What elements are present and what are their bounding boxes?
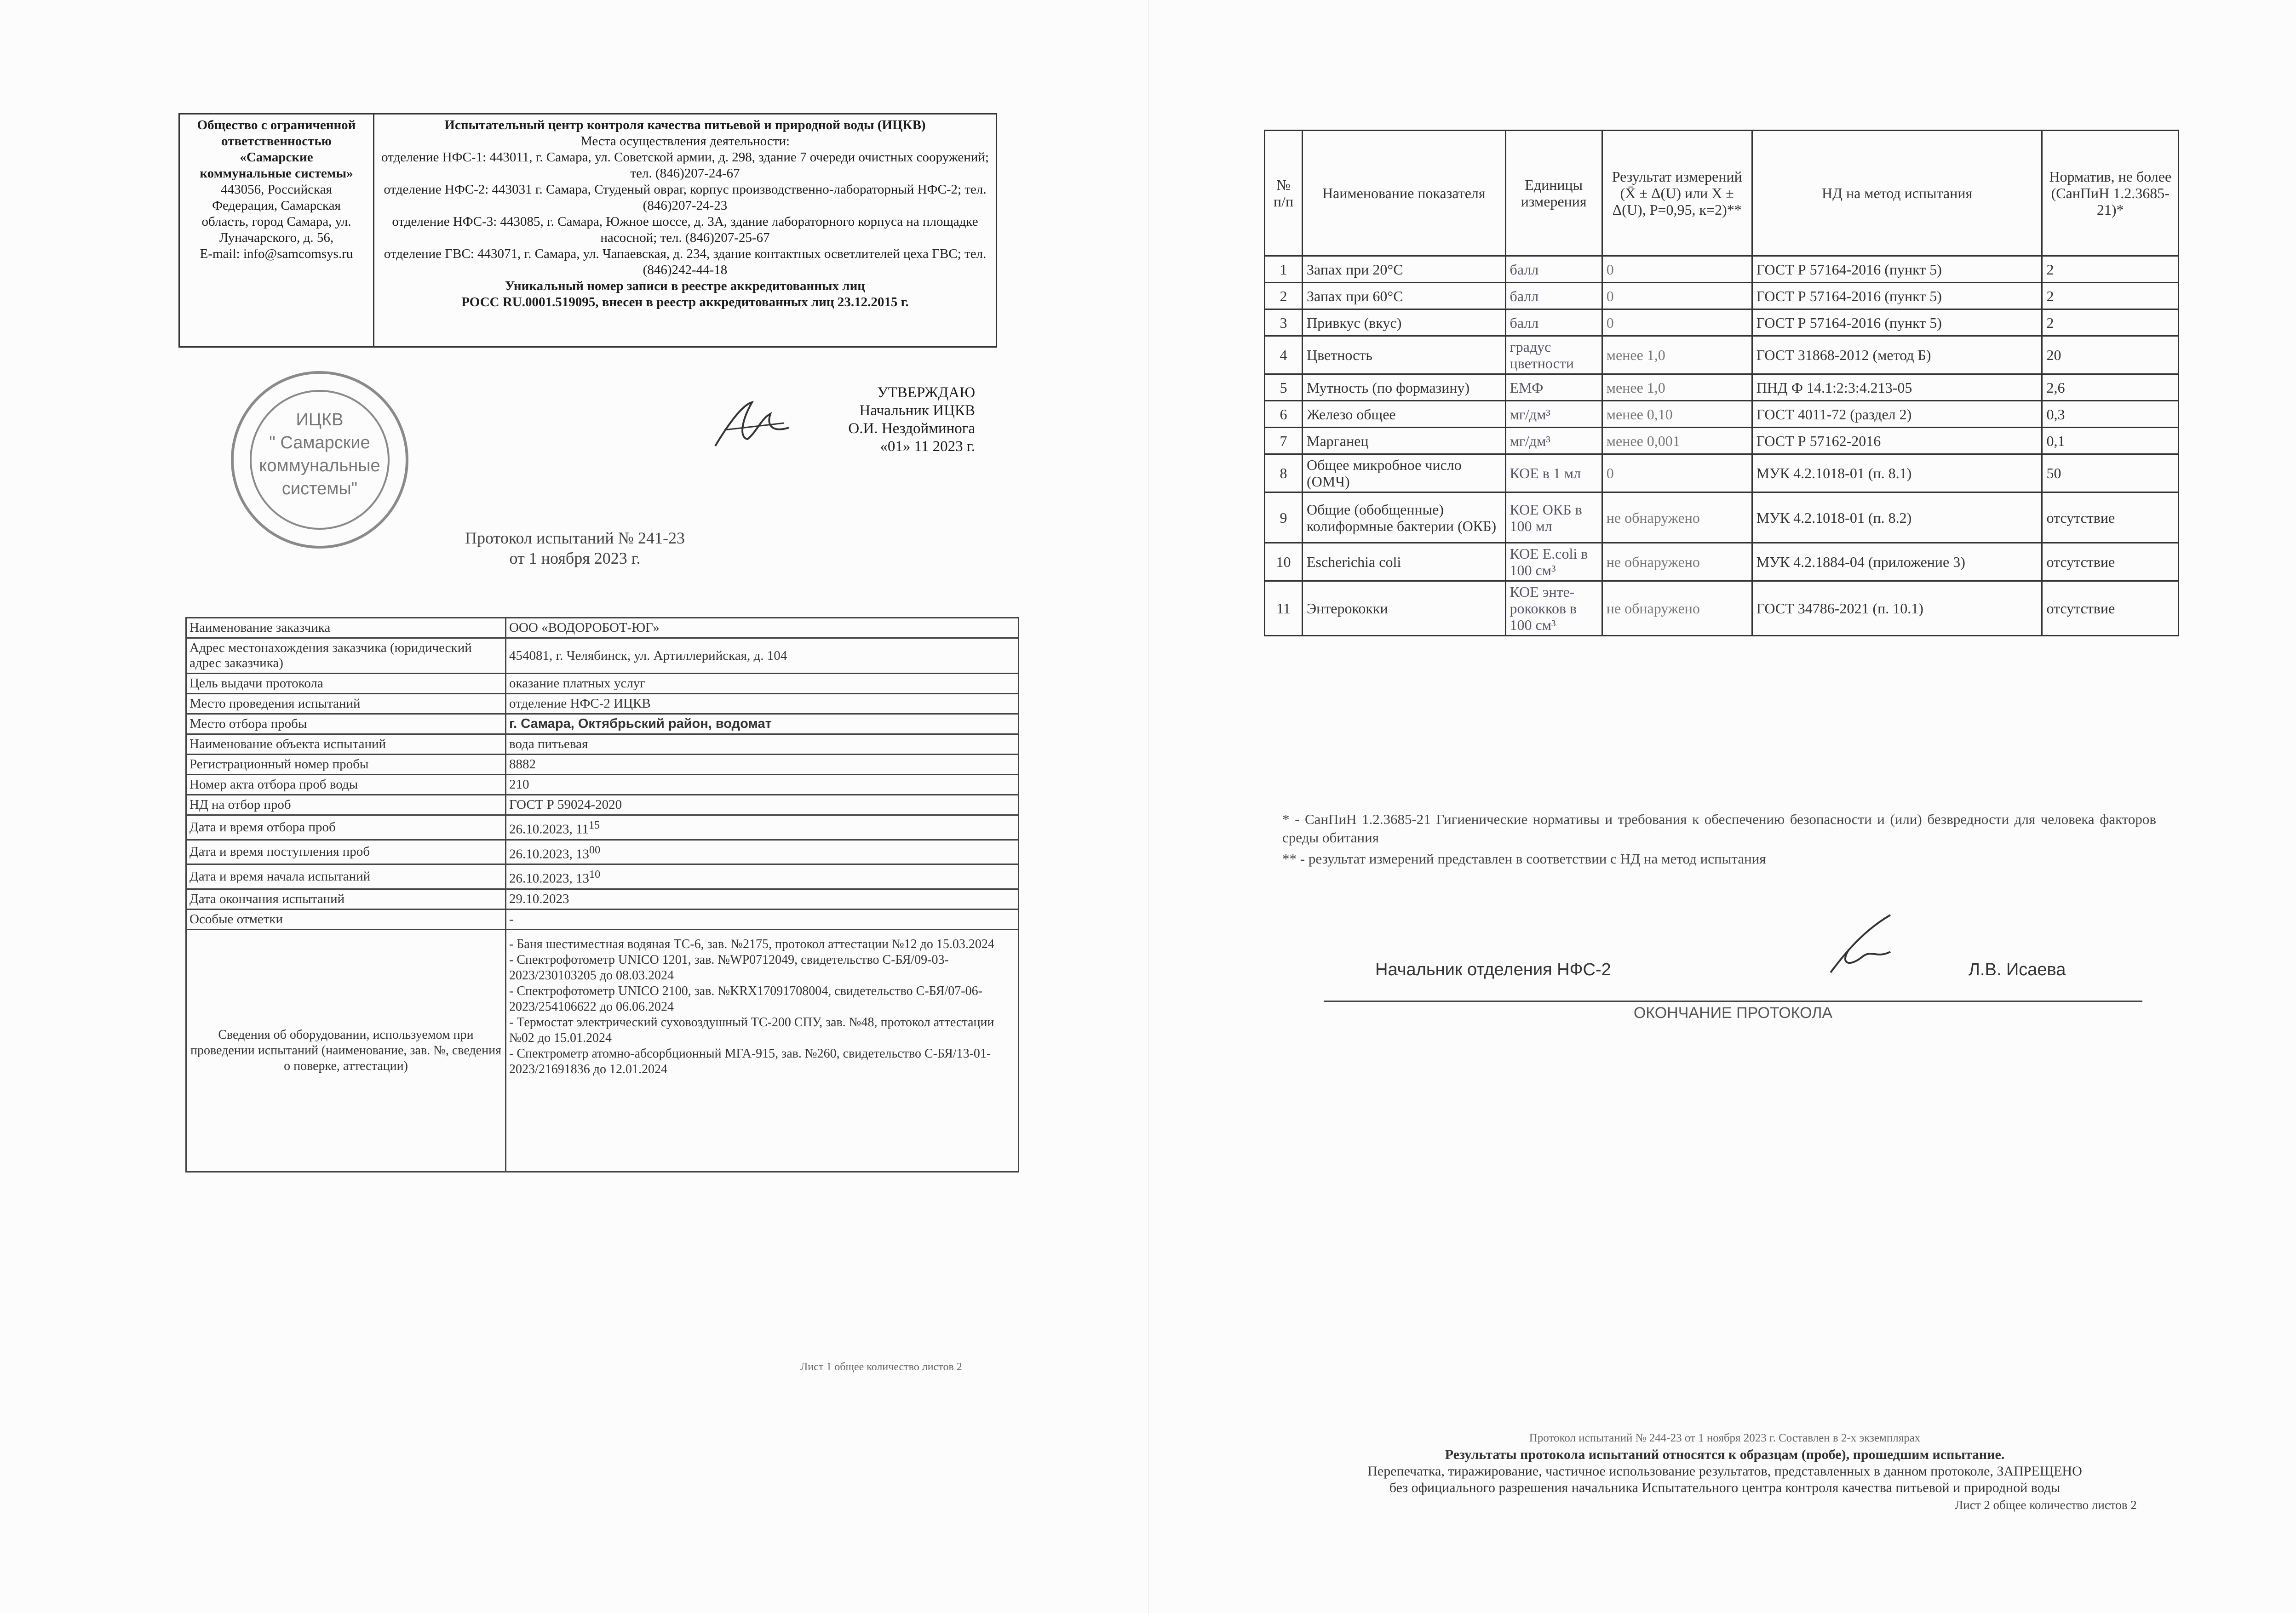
row-number: 3 — [1265, 309, 1303, 336]
sample-info-table — [185, 617, 1019, 1173]
info-value — [506, 755, 1019, 775]
unit-cell: мг/дм³ — [1505, 401, 1602, 428]
department-nfs3: отделение НФС-3: 443085, г. Самара, Южное шоссе, д. 3А, здание лабораторного корпуса на площадке насосной; тел. (846)207-25-67 — [392, 214, 978, 245]
info-label: Наименование заказчика — [186, 618, 506, 638]
equipment-item: - Баня шестиместная водяная ТС-6, зав. №2175, протокол аттестации №12 до 15.03.2024 — [509, 937, 994, 951]
method-cell: ГОСТ 4011-72 (раздел 2) — [1752, 401, 2042, 428]
result-row — [1265, 581, 2179, 636]
department-nfs2: отделение НФС-2: 443031 г. Самара, Студеный овраг, корпус производственно-лабораторный НФС-2; тел. (846)207-24-23 — [384, 182, 987, 213]
unit-cell: мг/дм³ — [1505, 428, 1602, 454]
info-value-text: г. Самара, Октябрьский район, водомат — [509, 716, 772, 731]
unit-cell: КОЕ E.coli в 100 см³ — [1505, 543, 1602, 581]
info-value-text: ООО «ВОДОРОБОТ-ЮГ» — [509, 620, 660, 635]
footnote-result: ** - результат измерений представлен в соответствии с НД на метод испытания — [1282, 851, 1766, 867]
places-label: Места осуществления деятельности: — [580, 134, 790, 149]
info-label: Особые отметки — [186, 909, 506, 929]
info-label: НД на отбор проб — [186, 795, 506, 815]
info-value — [506, 638, 1019, 674]
equipment-item: - Спектрометр атомно-абсорбционный МГА-915, зав. №260, свидетельство С-БЯ/13-01-2023/21691836 до 12.01.2024 — [509, 1046, 991, 1076]
row-number: 6 — [1265, 401, 1303, 428]
info-row — [186, 755, 1019, 775]
indicator-name: Марганец — [1303, 428, 1506, 454]
row-number: 5 — [1265, 374, 1303, 401]
indicator-name: Escherichia coli — [1303, 543, 1506, 581]
row-number: 10 — [1265, 543, 1303, 581]
result-value: не обнаружено — [1602, 492, 1752, 543]
info-value — [506, 815, 1019, 840]
approve-title: УТВЕРЖДАЮ — [877, 384, 975, 401]
test-center-title: Испытательный центр контроля качества питьевой и природной воды (ИЦКВ) — [444, 118, 926, 132]
method-cell: ПНД Ф 14.1:2:3:4.213-05 — [1752, 374, 2042, 401]
method-cell: МУК 4.2.1884-04 (приложение 3) — [1752, 543, 2042, 581]
norm-value: 2 — [2042, 256, 2179, 283]
info-row — [186, 815, 1019, 840]
norm-value: отсутствие — [2042, 492, 2179, 543]
info-value — [506, 775, 1019, 795]
results-table — [1264, 130, 2179, 636]
indicator-name: Общие (обобщенные) колиформные бактерии (ОКБ) — [1303, 492, 1506, 543]
info-row — [186, 795, 1019, 815]
result-value: менее 0,001 — [1602, 428, 1752, 454]
info-value-text: 26.10.2023, 13 — [509, 847, 589, 862]
info-value-text: 8882 — [509, 757, 536, 772]
col-name-header: Наименование показателя — [1303, 131, 1506, 256]
approve-date: «01» 11 2023 г. — [880, 438, 975, 455]
unit-cell: балл — [1505, 283, 1602, 309]
equipment-label: Сведения об оборудовании, используемом при проведении испытаний (наименование, зав. №, сведения о поверке, аттестации) — [186, 929, 506, 1172]
equipment-item: - Спектрофотометр UNICO 1201, зав. №WP0712049, свидетельство С-БЯ/09-03-2023/230103205 до 08.03.2024 — [509, 952, 949, 983]
indicator-name: Железо общее — [1303, 401, 1506, 428]
info-row — [186, 889, 1019, 909]
col-norm-header: Норматив, не более (СанПиН 1.2.3685-21)* — [2042, 131, 2179, 256]
bottom-note — [1242, 1430, 2208, 1496]
method-cell: МУК 4.2.1018-01 (п. 8.2) — [1752, 492, 2042, 543]
norm-value: отсутствие — [2042, 581, 2179, 636]
row-number: 1 — [1265, 256, 1303, 283]
info-value — [506, 889, 1019, 909]
indicator-name: Энтерококки — [1303, 581, 1506, 636]
result-row — [1265, 401, 2179, 428]
unit-cell: градус цветности — [1505, 336, 1602, 374]
info-label: Дата и время поступления проб — [186, 840, 506, 864]
info-label: Место проведения испытаний — [186, 694, 506, 714]
org-line: коммунальные системы» — [200, 166, 353, 181]
note-line: Результаты протокола испытаний относятся к образцам (пробе), прошедшим испытание. — [1445, 1447, 2005, 1462]
info-row — [186, 840, 1019, 864]
info-value-text: вода питьевая — [509, 737, 588, 751]
equipment-row — [186, 929, 1019, 1172]
info-value-text: 26.10.2023, 11 — [509, 822, 589, 837]
col-units-header: Единицы измерения — [1505, 131, 1602, 256]
method-cell: ГОСТ 34786-2021 (п. 10.1) — [1752, 581, 2042, 636]
time-minutes: 15 — [588, 819, 600, 831]
info-value — [506, 734, 1019, 755]
protocol-title: Протокол испытаний № 241-23 — [465, 529, 685, 547]
seal-stamp — [228, 368, 412, 552]
indicator-name: Общее микробное число (ОМЧ) — [1303, 454, 1506, 492]
head-signature — [1821, 913, 1904, 977]
info-row — [186, 674, 1019, 694]
protocol-date: от 1 ноября 2023 г. — [509, 549, 641, 567]
info-value-text: 454081, г. Челябинск, ул. Артиллерийская, д. 104 — [509, 648, 787, 663]
info-row — [186, 618, 1019, 638]
row-number: 8 — [1265, 454, 1303, 492]
result-value: менее 1,0 — [1602, 336, 1752, 374]
method-cell: МУК 4.2.1018-01 (п. 8.1) — [1752, 454, 2042, 492]
approve-name: О.И. Нездойминога — [848, 420, 975, 437]
sheet-number: Лист 2 общее количество листов 2 — [1955, 1498, 2137, 1512]
equipment-list — [506, 929, 1019, 1172]
result-value: 0 — [1602, 454, 1752, 492]
info-label: Цель выдачи протокола — [186, 674, 506, 694]
indicator-name: Запах при 60°С — [1303, 283, 1506, 309]
result-row — [1265, 492, 2179, 543]
unit-cell: КОЕ энте-рококков в 100 см³ — [1505, 581, 1602, 636]
info-value-text: оказание платных услуг — [509, 676, 646, 691]
equipment-item: - Спектрофотометр UNICO 2100, зав. №KRX17091708004, свидетельство С-БЯ/07-06-2023/254106622 до 06.06.2024 — [509, 984, 982, 1014]
unit-cell: балл — [1505, 256, 1602, 283]
director-signature — [711, 395, 793, 451]
time-minutes: 00 — [589, 843, 601, 856]
signoff-position: Начальник отделения НФС-2 — [1375, 960, 1611, 979]
row-number: 2 — [1265, 283, 1303, 309]
info-row — [186, 638, 1019, 674]
method-cell: ГОСТ 31868-2012 (метод Б) — [1752, 336, 2042, 374]
info-row — [186, 734, 1019, 755]
method-cell: ГОСТ Р 57164-2016 (пункт 5) — [1752, 309, 2042, 336]
result-row — [1265, 256, 2179, 283]
result-row — [1265, 374, 2179, 401]
info-row — [186, 909, 1019, 929]
org-line: Общество с ограниченной — [197, 118, 356, 132]
result-row — [1265, 543, 2179, 581]
note-line: Протокол испытаний № 244-23 от 1 ноября 2023 г. Составлен в 2-х экземплярах — [1529, 1432, 1921, 1444]
indicator-name: Цветность — [1303, 336, 1506, 374]
info-label: Дата и время начала испытаний — [186, 864, 506, 889]
org-line: Луначарского, д. 56, — [219, 230, 334, 245]
indicator-name: Мутность (по формазину) — [1303, 374, 1506, 401]
registry-label: Уникальный номер записи в реестре аккредитованных лиц — [505, 279, 865, 293]
indicator-name: Привкус (вкус) — [1303, 309, 1506, 336]
department-nfs1: отделение НФС-1: 443011, г. Самара, ул. Советской армии, д. 298, здание 7 очереди очистных сооружений; тел. (846)207-24-67 — [381, 150, 989, 181]
result-row — [1265, 428, 2179, 454]
info-label: Место отбора пробы — [186, 714, 506, 734]
info-label: Дата и время отбора проб — [186, 815, 506, 840]
info-value-text: ГОСТ Р 59024-2020 — [509, 797, 622, 812]
sheet-number: Лист 1 общее количество листов 2 — [800, 1361, 962, 1373]
info-value-text: 29.10.2023 — [509, 891, 569, 906]
footnote-sanpin: * - СанПиН 1.2.3685-21 Гигиенические нормативы и требования к обеспечению безопасности и (или) безвредности для человека факторов среды обитания — [1282, 811, 2156, 846]
org-line: область, город Самара, ул. — [201, 214, 351, 229]
norm-value: 2 — [2042, 283, 2179, 309]
info-row — [186, 694, 1019, 714]
unit-cell: ЕМФ — [1505, 374, 1602, 401]
info-value — [506, 618, 1019, 638]
result-row — [1265, 336, 2179, 374]
col-result-header: Результат измерений (X̄ ± Δ(U) или X ± Δ(U), P=0,95, к=2)** — [1602, 131, 1752, 256]
note-line: Перепечатка, тиражирование, частичное использование результатов, представленных в данном протоколе, ЗАПРЕЩЕНО — [1367, 1464, 2082, 1479]
result-value: 0 — [1602, 283, 1752, 309]
result-value: 0 — [1602, 256, 1752, 283]
info-value — [506, 714, 1019, 734]
registry-value: РОСС RU.0001.519095, внесен в реестр аккредитованных лиц 23.12.2015 г. — [461, 295, 909, 309]
result-value: не обнаружено — [1602, 581, 1752, 636]
org-line: Федерация, Самарская — [212, 198, 341, 213]
result-value: менее 1,0 — [1602, 374, 1752, 401]
info-label: Номер акта отбора проб воды — [186, 775, 506, 795]
col-num-header: № п/п — [1265, 131, 1303, 256]
test-center-cell — [374, 114, 997, 347]
svg-text:" Самарские: " Самарские — [269, 433, 370, 452]
info-value-text: отделение НФС-2 ИЦКВ — [509, 696, 651, 711]
org-line: ответственностью — [221, 134, 332, 149]
result-row — [1265, 283, 2179, 309]
info-label: Наименование объекта испытаний — [186, 734, 506, 755]
svg-text:коммунальные: коммунальные — [259, 456, 380, 475]
equipment-item: - Термостат электрический суховоздушный ТС-200 СПУ, зав. №48, протокол аттестации №02 до 15.01.2024 — [509, 1015, 994, 1045]
end-of-protocol: ОКОНЧАНИЕ ПРОТОКОЛА — [1633, 1004, 1833, 1022]
norm-value: 50 — [2042, 454, 2179, 492]
norm-value: 2,6 — [2042, 374, 2179, 401]
organization-cell — [179, 114, 374, 347]
end-divider — [1324, 1001, 2142, 1002]
department-gvs: отделение ГВС: 443071, г. Самара, ул. Чапаевская, д. 234, здание контактных осветлителей цеха ГВС; тел. (846)242-44-18 — [384, 246, 987, 277]
results-header-row — [1265, 131, 2179, 256]
approve-position: Начальник ИЦКВ — [859, 402, 975, 419]
note-line: без официального разрешения начальника Испытательного центра контроля качества питьевой и природной воды — [1389, 1480, 2061, 1495]
method-cell: ГОСТ Р 57162-2016 — [1752, 428, 2042, 454]
org-email: E-mail: info@samcomsys.ru — [200, 246, 353, 261]
result-row — [1265, 309, 2179, 336]
info-value — [506, 864, 1019, 889]
unit-cell: балл — [1505, 309, 1602, 336]
norm-value: 0,3 — [2042, 401, 2179, 428]
method-cell: ГОСТ Р 57164-2016 (пункт 5) — [1752, 256, 2042, 283]
signoff-name: Л.В. Исаева — [1969, 960, 2066, 979]
info-label: Адрес местонахождения заказчика (юридический адрес заказчика) — [186, 638, 506, 674]
info-value — [506, 909, 1019, 929]
info-row — [186, 864, 1019, 889]
info-value — [506, 694, 1019, 714]
org-line: 443056, Российская — [221, 182, 332, 197]
approval-block — [782, 384, 975, 456]
org-line: «Самарские — [240, 150, 313, 165]
protocol-title-block — [414, 528, 736, 568]
method-cell: ГОСТ Р 57164-2016 (пункт 5) — [1752, 283, 2042, 309]
row-number: 9 — [1265, 492, 1303, 543]
result-value: менее 0,10 — [1602, 401, 1752, 428]
info-value — [506, 674, 1019, 694]
info-row — [186, 775, 1019, 795]
svg-text:ИЦКВ: ИЦКВ — [296, 410, 344, 429]
svg-text:системы": системы" — [281, 479, 358, 498]
row-number: 4 — [1265, 336, 1303, 374]
norm-value: 0,1 — [2042, 428, 2179, 454]
result-value: не обнаружено — [1602, 543, 1752, 581]
norm-value: отсутствие — [2042, 543, 2179, 581]
indicator-name: Запах при 20°С — [1303, 256, 1506, 283]
row-number: 7 — [1265, 428, 1303, 454]
info-value-text: 210 — [509, 777, 529, 792]
info-value — [506, 840, 1019, 864]
result-row — [1265, 454, 2179, 492]
time-minutes: 10 — [589, 868, 601, 881]
info-value — [506, 795, 1019, 815]
info-label: Дата окончания испытаний — [186, 889, 506, 909]
info-value-text: 26.10.2023, 13 — [509, 871, 589, 886]
unit-cell: КОЕ в 1 мл — [1505, 454, 1602, 492]
info-row — [186, 714, 1019, 734]
info-label: Регистрационный номер пробы — [186, 755, 506, 775]
info-value-text: - — [509, 911, 514, 927]
norm-value: 2 — [2042, 309, 2179, 336]
col-method-header: НД на метод испытания — [1752, 131, 2042, 256]
norm-value: 20 — [2042, 336, 2179, 374]
result-value: 0 — [1602, 309, 1752, 336]
letterhead-table — [178, 113, 997, 348]
row-number: 11 — [1265, 581, 1303, 636]
unit-cell: КОЕ ОКБ в 100 мл — [1505, 492, 1602, 543]
